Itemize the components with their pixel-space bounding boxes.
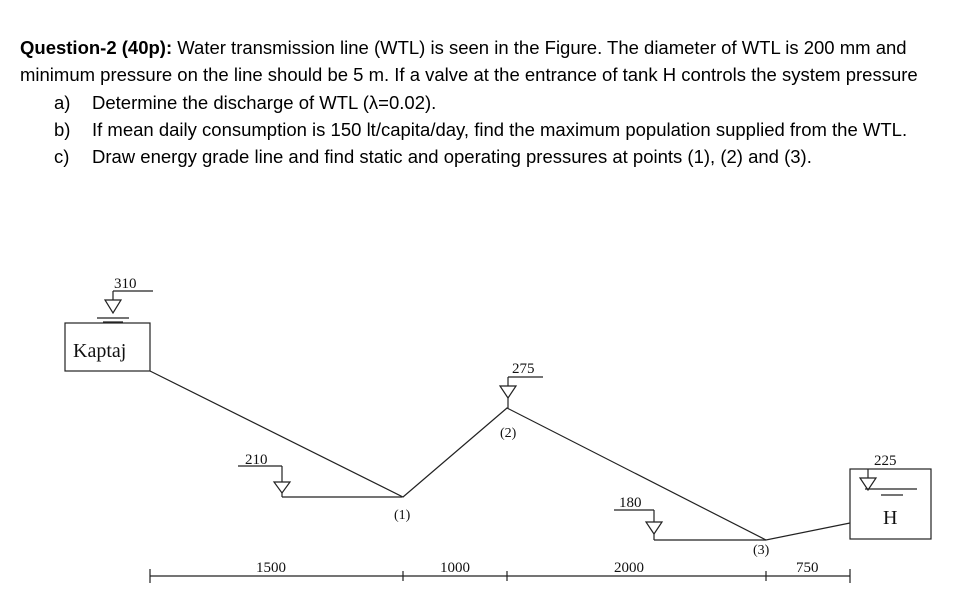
tank-kaptaj-level: 310 bbox=[114, 276, 137, 292]
point-3-label: (3) bbox=[753, 543, 770, 558]
item-c-text: Draw energy grade line and find static and operating pressures at points (1), (2) and (3). bbox=[92, 146, 812, 167]
point-1-label: (1) bbox=[394, 508, 411, 523]
elevation-210-marker bbox=[238, 466, 402, 497]
tank-kaptaj-name: Kaptaj bbox=[73, 340, 127, 362]
water-level-icon bbox=[860, 478, 876, 490]
length-750: 750 bbox=[796, 560, 819, 576]
item-c-mark: c) bbox=[54, 146, 70, 167]
water-level-icon bbox=[646, 522, 662, 534]
elevation-180-label: 180 bbox=[619, 495, 642, 511]
item-b-text: If mean daily consumption is 150 lt/capita/day, find the maximum population supplied from the WTL. bbox=[92, 119, 908, 140]
elevation-210-label: 210 bbox=[245, 452, 268, 468]
length-1500: 1500 bbox=[256, 560, 286, 576]
length-2000: 2000 bbox=[614, 560, 644, 576]
water-level-icon bbox=[105, 300, 121, 313]
item-a-text: Determine the discharge of WTL (λ=0.02). bbox=[92, 92, 437, 113]
water-level-icon bbox=[500, 386, 516, 398]
elevation-275-marker bbox=[500, 377, 543, 408]
dimension-line bbox=[150, 569, 850, 583]
length-1000: 1000 bbox=[440, 560, 470, 576]
item-b-mark: b) bbox=[54, 119, 71, 140]
elevation-275-label: 275 bbox=[512, 361, 535, 377]
water-level-icon bbox=[274, 482, 290, 493]
question-title: Question-2 (40p): bbox=[20, 37, 173, 58]
point-2-label: (2) bbox=[500, 426, 517, 441]
tank-h-name: H bbox=[883, 507, 898, 529]
tank-h-level: 225 bbox=[874, 453, 897, 469]
elevation-180-marker bbox=[614, 510, 766, 540]
item-a-mark: a) bbox=[54, 92, 71, 113]
question-body: Water transmission line (WTL) is seen in the Figure. The diameter of WTL is 200 mm and minimum pressure on the line should be 5 m. If a valve at the entrance of tank H controls the system pressure bbox=[20, 37, 918, 85]
